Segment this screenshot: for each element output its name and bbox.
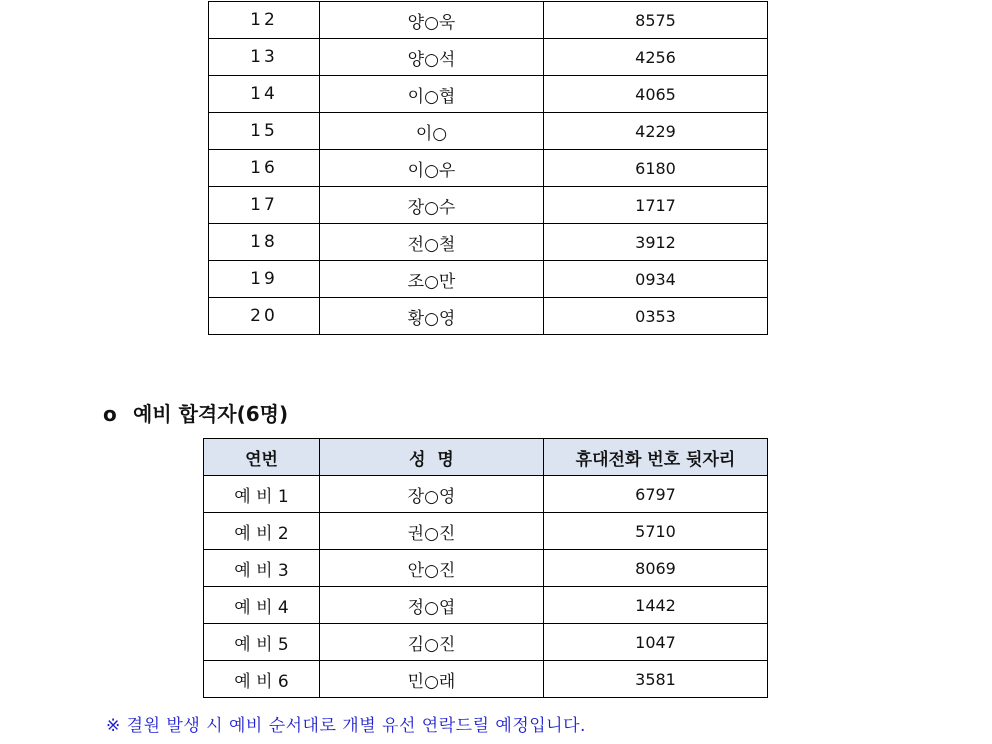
row-phone-suffix: 4229 xyxy=(544,113,768,150)
table-row xyxy=(209,298,768,335)
row-phone-suffix: 8575 xyxy=(544,2,768,39)
row-name: 양○석 xyxy=(320,39,544,76)
row-name: 민○래 xyxy=(320,661,544,698)
row-phone-suffix: 4065 xyxy=(544,76,768,113)
notice-text: ※ 결원 발생 시 예비 순서대로 개별 유선 연락드릴 예정입니다. xyxy=(106,716,586,736)
row-index: 18 xyxy=(209,224,320,261)
bullet-marker: o xyxy=(103,402,117,426)
row-index: 예 비 6 xyxy=(204,661,320,698)
row-name: 이○협 xyxy=(320,76,544,113)
row-index: 예 비 5 xyxy=(204,624,320,661)
row-name: 장○수 xyxy=(320,187,544,224)
row-index: 예 비 4 xyxy=(204,587,320,624)
row-phone-suffix: 5710 xyxy=(544,513,768,550)
row-phone-suffix: 8069 xyxy=(544,550,768,587)
row-index: 예 비 3 xyxy=(204,550,320,587)
row-name: 권○진 xyxy=(320,513,544,550)
header-row xyxy=(204,439,768,476)
row-phone-suffix: 6797 xyxy=(544,476,768,513)
header-phone: 휴대전화 번호 뒷자리 xyxy=(544,439,768,476)
row-name: 양○욱 xyxy=(320,2,544,39)
row-name: 장○영 xyxy=(320,476,544,513)
header-name: 성 명 xyxy=(320,439,544,476)
row-index: 20 xyxy=(209,298,320,335)
reserve-table xyxy=(203,438,768,698)
header-index: 연번 xyxy=(204,439,320,476)
reserve-table-header xyxy=(204,439,768,476)
table-row xyxy=(209,113,768,150)
row-phone-suffix: 3912 xyxy=(544,224,768,261)
row-index: 예 비 2 xyxy=(204,513,320,550)
row-phone-suffix: 1442 xyxy=(544,587,768,624)
row-phone-suffix: 1047 xyxy=(544,624,768,661)
table-row xyxy=(204,661,768,698)
table-row xyxy=(204,624,768,661)
row-index: 예 비 1 xyxy=(204,476,320,513)
row-name: 황○영 xyxy=(320,298,544,335)
row-index: 12 xyxy=(209,2,320,39)
passer-table xyxy=(208,1,768,335)
row-phone-suffix: 3581 xyxy=(544,661,768,698)
table-row xyxy=(209,224,768,261)
table-row xyxy=(209,2,768,39)
reserve-section-heading xyxy=(103,398,288,427)
table-row xyxy=(204,513,768,550)
reserve-table-body xyxy=(204,476,768,698)
table-row xyxy=(204,587,768,624)
table-row xyxy=(209,76,768,113)
row-name: 이○ xyxy=(320,113,544,150)
table-row xyxy=(204,550,768,587)
row-name: 이○우 xyxy=(320,150,544,187)
row-name: 전○철 xyxy=(320,224,544,261)
table-row xyxy=(204,476,768,513)
table-row xyxy=(209,150,768,187)
table-row xyxy=(209,187,768,224)
row-index: 16 xyxy=(209,150,320,187)
row-phone-suffix: 0934 xyxy=(544,261,768,298)
row-phone-suffix: 4256 xyxy=(544,39,768,76)
row-phone-suffix: 0353 xyxy=(544,298,768,335)
passer-table-body xyxy=(209,2,768,335)
row-name: 조○만 xyxy=(320,261,544,298)
row-index: 17 xyxy=(209,187,320,224)
row-name: 정○엽 xyxy=(320,587,544,624)
row-index: 13 xyxy=(209,39,320,76)
row-phone-suffix: 1717 xyxy=(544,187,768,224)
table-row xyxy=(209,39,768,76)
row-index: 14 xyxy=(209,76,320,113)
row-index: 15 xyxy=(209,113,320,150)
row-phone-suffix: 6180 xyxy=(544,150,768,187)
row-index: 19 xyxy=(209,261,320,298)
row-name: 안○진 xyxy=(320,550,544,587)
row-name: 김○진 xyxy=(320,624,544,661)
table-row xyxy=(209,261,768,298)
reserve-section-title: 예비 합격자(6명) xyxy=(133,402,289,426)
